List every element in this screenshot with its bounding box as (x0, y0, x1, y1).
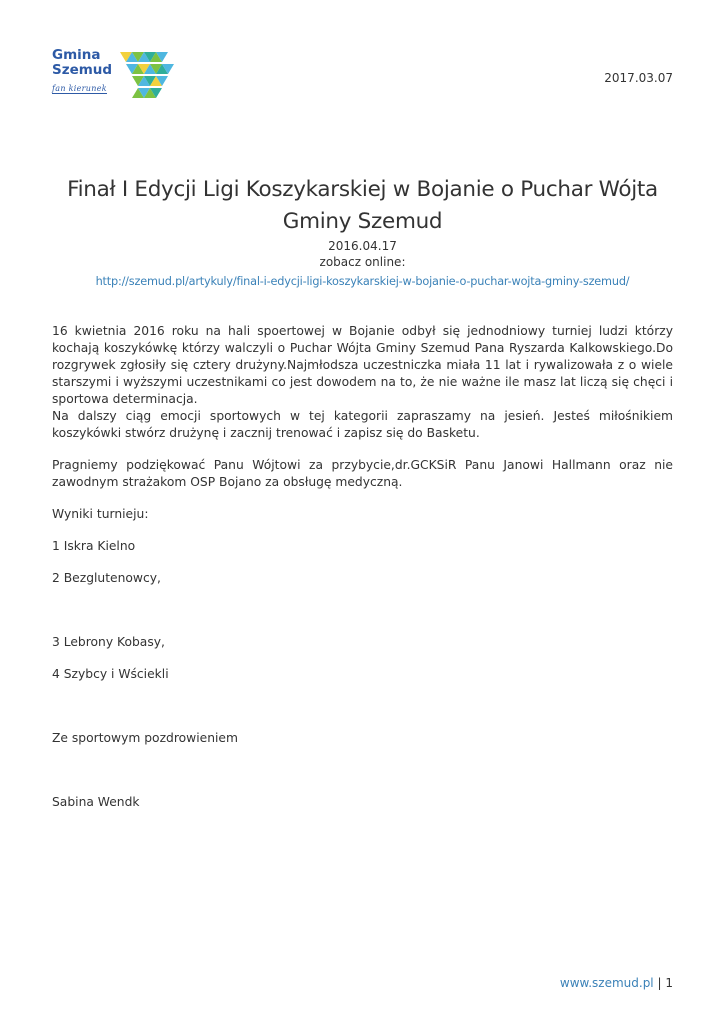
paragraph-invitation: Na dalszy ciąg emocji sportowych w tej kategorii zapraszamy na jesień. Jesteś miłośnikiem koszykówki stwórz drużynę i zacznij trenować i zapisz się do Basketu. (52, 409, 673, 440)
result-item: 1 Iskra Kielno (52, 539, 136, 553)
paragraph-intro: 16 kwietnia 2016 roku na hali spoertowej w Bojanie odbył się jednodniowy turniej ludzi którzy kochają koszykówkę którzy walczyli o Puchar Wójta Gminy Szemud Pana Ryszarda Kalkowskiego.Do rozgrywek zgłosiły się cztery drużyny.Najmłodsza uczestniczka miała 11 lat i rywalizowała z o wiele starszymi i wyższymi uczestnikami co jest dowodem na to, że nie ważne ile masz lat liczą się chęci i sportowa determinacja. (52, 324, 673, 406)
page-number: 1 (665, 976, 673, 990)
logo-tagline: fan kierunek (52, 84, 107, 93)
article-url-link[interactable]: http://szemud.pl/artykuly/final-i-edycji-ligi-koszykarskiej-w-bojanie-o-puchar-wojta-gminy-szemud/ (95, 275, 630, 288)
logo-line-2: Szemud (52, 62, 113, 78)
results-heading: Wyniki turnieju: (52, 507, 149, 521)
article-body (52, 323, 673, 811)
page-header (0, 0, 725, 110)
footer-separator: | (657, 976, 662, 990)
logo-wordmark (52, 48, 112, 78)
online-label: zobacz online: (319, 255, 406, 269)
logo-line-1: Gmina (52, 47, 101, 63)
triangles-logo-icon (118, 50, 178, 102)
article-title: Finał I Edycji Ligi Koszykarskiej w Bojanie o Puchar Wójta Gminy Szemud (67, 177, 658, 234)
result-item: 2 Bezglutenowcy, (52, 571, 161, 585)
closing-line: Ze sportowym pozdrowieniem (52, 731, 238, 745)
article-date: 2016.04.17 (328, 239, 397, 253)
site-link[interactable]: www.szemud.pl (559, 976, 654, 990)
gmina-szemud-logo[interactable] (52, 48, 182, 106)
paragraph-thanks: Pragniemy podziękować Panu Wójtowi za przybycie,dr.GCKSiR Panu Janowi Hallmann oraz nie zawodnym strażakom OSP Bojano za obsługę medyczną. (52, 458, 673, 489)
article-header (40, 174, 685, 290)
export-date: 2017.03.07 (604, 71, 673, 85)
result-item: 3 Lebrony Kobasy, (52, 635, 165, 649)
page-footer (560, 976, 673, 990)
result-item: 4 Szybcy i Wściekli (52, 667, 169, 681)
signature: Sabina Wendk (52, 795, 140, 809)
